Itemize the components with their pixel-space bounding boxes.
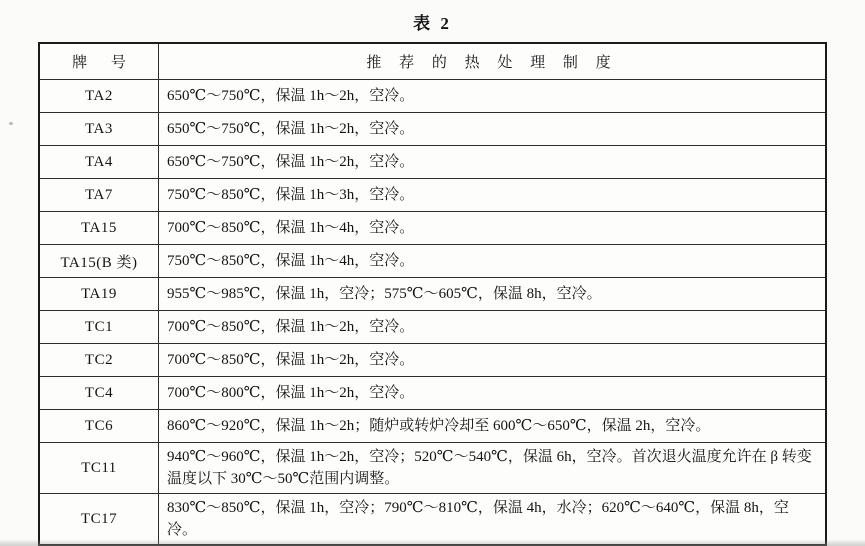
treatment-cell: 750℃～850℃，保温 1h～4h，空冷。 bbox=[159, 245, 827, 278]
grade-cell: TA15(B 类) bbox=[39, 245, 159, 278]
grade-cell: TA7 bbox=[39, 179, 159, 212]
treatment-cell: 955℃～985℃，保温 1h，空冷；575℃～605℃，保温 8h，空冷。 bbox=[159, 278, 827, 311]
table-row bbox=[39, 113, 826, 146]
table-header-row bbox=[39, 43, 826, 80]
grade-cell: TA4 bbox=[39, 146, 159, 179]
table-row bbox=[39, 344, 826, 377]
table-row bbox=[39, 179, 826, 212]
treatment-cell: 700℃～800℃，保温 1h～2h，空冷。 bbox=[159, 377, 827, 410]
table-row bbox=[39, 146, 826, 179]
grade-cell: TA15 bbox=[39, 212, 159, 245]
table-row bbox=[39, 377, 826, 410]
table-title: 表 2 bbox=[413, 14, 452, 33]
table-body bbox=[39, 80, 826, 546]
grade-cell: TA19 bbox=[39, 278, 159, 311]
table-row bbox=[39, 245, 826, 278]
treatment-cell: 860℃～920℃，保温 1h～2h；随炉或转炉冷却至 600℃～650℃，保温 2h，空冷。 bbox=[159, 410, 827, 443]
grade-cell: TC17 bbox=[39, 494, 159, 546]
treatment-cell: 940℃～960℃，保温 1h～2h，空冷；520℃～540℃，保温 6h，空冷。首次退火温度允许在 β 转变温度以下 30℃～50℃范围内调整。 bbox=[159, 443, 827, 494]
treatment-cell: 650℃～750℃，保温 1h～2h，空冷。 bbox=[159, 146, 827, 179]
table-row bbox=[39, 80, 826, 113]
treatment-cell: 700℃～850℃，保温 1h～2h，空冷。 bbox=[159, 344, 827, 377]
grade-cell: TC1 bbox=[39, 311, 159, 344]
grade-cell: TC6 bbox=[39, 410, 159, 443]
heat-treatment-table bbox=[38, 42, 827, 546]
scan-speck-artifact bbox=[9, 122, 13, 125]
treatment-cell: 830℃～850℃，保温 1h，空冷；790℃～810℃，保温 4h，水冷；620℃～640℃，保温 8h，空冷。 bbox=[159, 494, 827, 546]
treatment-cell: 650℃～750℃，保温 1h～2h，空冷。 bbox=[159, 80, 827, 113]
treatment-cell: 650℃～750℃，保温 1h～2h，空冷。 bbox=[159, 113, 827, 146]
grade-cell: TC4 bbox=[39, 377, 159, 410]
grade-cell: TC11 bbox=[39, 443, 159, 494]
grade-cell: TA3 bbox=[39, 113, 159, 146]
grade-cell: TC2 bbox=[39, 344, 159, 377]
treatment-column-header: 推 荐 的 热 处 理 制 度 bbox=[159, 43, 827, 80]
treatment-cell: 700℃～850℃，保温 1h～4h，空冷。 bbox=[159, 212, 827, 245]
table-row bbox=[39, 410, 826, 443]
table-row bbox=[39, 443, 826, 494]
table-row bbox=[39, 212, 826, 245]
table-row bbox=[39, 311, 826, 344]
treatment-cell: 750℃～850℃，保温 1h～3h，空冷。 bbox=[159, 179, 827, 212]
grade-column-header: 牌 号 bbox=[39, 43, 159, 80]
table-row bbox=[39, 494, 826, 546]
grade-cell: TA2 bbox=[39, 80, 159, 113]
treatment-cell: 700℃～850℃，保温 1h～2h，空冷。 bbox=[159, 311, 827, 344]
table-row bbox=[39, 278, 826, 311]
